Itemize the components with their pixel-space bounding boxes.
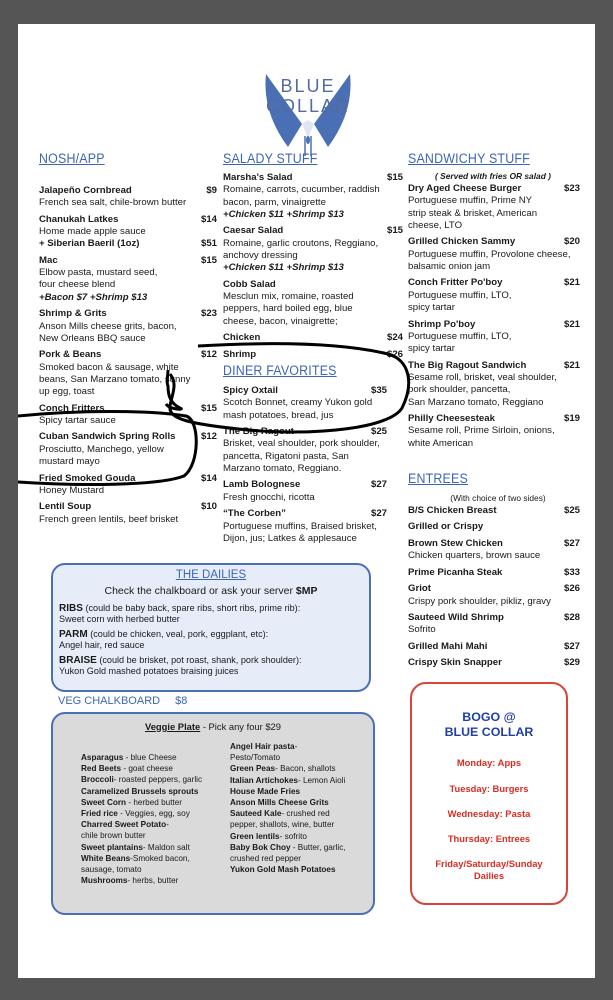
veg-item <box>81 763 231 774</box>
menu-item-row <box>39 214 217 226</box>
menu-item-name: Grilled Chicken Sammy <box>408 236 516 248</box>
nosh-list <box>39 185 217 530</box>
menu-item-name: B/S Chicken Breast <box>408 505 497 516</box>
veg-item-name: Anson Mills Cheese Grits <box>230 798 329 808</box>
menu-item-row <box>39 185 217 197</box>
menu-item-name: Shrimp <box>223 348 257 360</box>
veg-item-desc: sausage, tomato <box>81 865 142 875</box>
veg-item <box>230 797 370 808</box>
menu-item-desc: Prosciutto, Manchego, yellow <box>39 443 164 455</box>
menu-item-desc: Brisket, veal shoulder, pork shoulder, <box>223 438 380 450</box>
bogo-wednesday: Wednesday: Pasta <box>447 808 531 819</box>
bogo-title-1: BOGO @ <box>462 710 516 724</box>
menu-item-name: Cuban Sandwich Spring Rolls <box>39 431 176 443</box>
menu-item-desc: Portuguese muffin, LTO, <box>408 330 512 342</box>
menu-item-name: “The Corben” <box>223 508 286 520</box>
menu-item-price: $27 <box>370 508 387 520</box>
menu-item <box>408 538 580 563</box>
menu-item-price: $15 <box>386 172 403 183</box>
menu-item-name: Marsha's Salad <box>223 172 293 183</box>
menu-item-desc: Smoked bacon & sausage, white <box>39 361 179 373</box>
menu-item <box>408 567 580 579</box>
salady-title: SALADY STUFF <box>223 151 318 166</box>
menu-item-name: Shrimp & Grits <box>39 308 107 320</box>
menu-item-row <box>408 612 580 624</box>
menu-item-row <box>223 225 403 237</box>
sandwichy-title: SANDWICHY STUFF <box>408 151 530 166</box>
veg-item-desc: chile brown butter <box>81 831 146 841</box>
daily-item-desc: Angel hair, red sauce <box>59 640 145 651</box>
menu-item-addon-price: $51 <box>200 238 217 250</box>
daily-item-desc: Sweet corn with herbed butter <box>59 614 180 625</box>
menu-item-price: $14 <box>200 472 217 484</box>
menu-item-row <box>223 385 387 397</box>
menu-item-row <box>223 426 387 438</box>
menu-item <box>408 236 580 273</box>
menu-item <box>223 172 403 221</box>
bogo-weekend-dailies: Dailies <box>473 870 505 881</box>
menu-item-row <box>408 319 580 331</box>
menu-item-desc: Scotch Bonnet, creamy Yukon gold <box>223 397 373 409</box>
veg-item-name: Sauteed Kale <box>230 809 282 819</box>
menu-item-desc: Honey Mustard <box>39 484 105 496</box>
menu-item-name: Lentil Soup <box>39 501 92 513</box>
veg-item-desc: -Smoked bacon, <box>130 853 190 863</box>
veg-item <box>230 741 370 752</box>
veg-item <box>81 808 231 819</box>
veg-item-desc: - Maldon salt <box>142 842 190 852</box>
menu-item-name: Brown Stew Chicken <box>408 537 503 549</box>
veg-item <box>81 853 231 864</box>
menu-item <box>223 508 387 545</box>
daily-item <box>59 603 365 626</box>
veg-item <box>81 819 231 830</box>
veg-right-list <box>230 741 370 875</box>
veg-title-row <box>58 695 187 707</box>
veg-item-desc: - <box>166 820 169 830</box>
veg-item-desc: - blue Cheese <box>123 753 177 762</box>
menu-item-extra: +Chicken $11 +Shrimp $13 <box>223 208 344 220</box>
veg-item <box>230 831 370 842</box>
veg-item-name: Baby Bok Choy <box>230 842 291 852</box>
menu-item-row <box>223 279 403 291</box>
veg-item-desc: crushed red pepper <box>230 854 302 864</box>
menu-item-row <box>39 473 217 485</box>
menu-item-desc: Portuguese muffin, Prime NY <box>408 195 533 207</box>
veg-item <box>230 864 370 875</box>
menu-item-row <box>408 183 580 195</box>
daily-item-head <box>59 603 365 614</box>
menu-item-extra: +Chicken $11 +Shrimp $13 <box>223 262 344 274</box>
veg-item-name: Sweet plantains <box>81 842 143 852</box>
veg-item <box>81 797 231 808</box>
menu-item-row <box>408 567 580 579</box>
bogo-box <box>410 682 568 905</box>
menu-item <box>223 385 387 422</box>
menu-item-row <box>408 641 580 653</box>
menu-item-desc: beans, San Marzano tomato, sunny <box>39 373 191 385</box>
diner-title: DINER FAVORITES <box>223 363 337 378</box>
daily-item-paren: (could be brisket, pot roast, shank, pork shoulder): <box>99 654 302 665</box>
veg-item-name: Broccoli <box>81 775 114 785</box>
menu-item-desc: New Orleans BBQ sauce <box>39 332 146 344</box>
menu-item-name: Mac <box>39 254 58 266</box>
menu-item-extra: +Bacon $7 +Shrimp $13 <box>39 291 148 303</box>
menu-item-addon-name: + Siberian Baeril (1oz) <box>39 238 140 250</box>
menu-item-desc: Fresh gnocchi, ricotta <box>223 491 315 503</box>
menu-item-desc: Mesclun mix, romaine, roasted <box>223 291 354 303</box>
menu-item-price: $14 <box>200 213 217 225</box>
menu-item-desc: Romaine, carrots, cucumber, raddish <box>223 184 380 196</box>
menu-item-name: Caesar Salad <box>223 225 284 237</box>
menu-item-desc: spicy tartar <box>408 343 455 355</box>
menu-item-desc: Dijon, jus; Latkes & applesauce <box>223 532 357 544</box>
menu-item <box>408 413 580 450</box>
menu-item-desc: Crispy pork shoulder, pikliz, gravy <box>408 595 551 607</box>
menu-item-row <box>408 277 580 289</box>
menu-item-row <box>408 505 580 517</box>
veg-title: VEG CHALKBOARD <box>58 695 161 707</box>
menu-item-desc: up egg, toast <box>39 386 95 398</box>
menu-item-desc: pork shoulder, pancetta, <box>408 384 511 396</box>
menu-item-desc: Sofrito <box>408 624 436 636</box>
menu-item-name: Jalapeño Cornbread <box>39 185 132 196</box>
veg-item-desc: - Veggies, egg, soy <box>117 809 190 819</box>
menu-item-name: Prime Picanha Steak <box>408 566 503 578</box>
veg-item <box>81 786 231 797</box>
daily-item-name: BRAISE <box>59 654 97 666</box>
sandwichy-note: ( Served with fries OR salad ) <box>435 171 551 181</box>
logo-line-2: COLLAR <box>265 96 351 116</box>
veg-item-desc: Pesto/Tomato <box>230 753 281 763</box>
salady-list <box>223 172 403 365</box>
menu-item-desc: strip steak & brisket, American <box>408 207 538 219</box>
menu-item <box>39 431 217 468</box>
menu-item <box>408 360 580 409</box>
menu-item-desc: Anson Mills cheese grits, bacon, <box>39 320 177 332</box>
menu-item-name: Chicken <box>223 332 261 344</box>
menu-item <box>223 479 387 504</box>
menu-item-desc: San Marzano tomato, Reggiano <box>408 396 544 408</box>
entrees-list <box>408 505 580 674</box>
menu-item-desc: Chicken quarters, brown sauce <box>408 550 541 562</box>
menu-item-price: $9 <box>206 185 217 196</box>
menu-item <box>39 473 217 498</box>
veg-item-desc: - roasted peppers, garlic <box>113 775 203 785</box>
menu-item-name: Spicy Oxtail <box>223 385 278 396</box>
veg-item-name: Green lentils <box>230 831 280 841</box>
menu-item-price: $21 <box>563 318 580 330</box>
veg-item <box>230 808 370 819</box>
bogo-title-2: BLUE COLLAR <box>444 725 534 739</box>
daily-item-head <box>59 629 365 640</box>
menu-item-desc: French sea salt, chile-brown butter <box>39 197 187 209</box>
veg-plate-title: Veggie Plate <box>144 721 201 732</box>
menu-item-row <box>408 360 580 372</box>
menu-item-price: $20 <box>563 236 580 248</box>
veg-item <box>230 819 370 830</box>
menu-item-price: $25 <box>370 426 387 438</box>
daily-item-paren: (could be chicken, veal, pork, eggplant, etc): <box>90 628 269 639</box>
menu-item-name: Sauteed Wild Shrimp <box>408 612 504 624</box>
menu-item <box>223 332 403 344</box>
menu-item-name: Chanukah Latkes <box>39 213 119 225</box>
menu-item-price: $26 <box>386 348 403 360</box>
daily-item-paren: (could be baby back, spare ribs, short ribs, prime rib): <box>85 603 301 613</box>
menu-item-desc: Elbow pasta, mustard seed, <box>39 267 158 279</box>
menu-item-desc: mustard mayo <box>39 456 100 468</box>
menu-item-row <box>408 413 580 425</box>
daily-item <box>59 629 365 652</box>
menu-item-name: The Big Ragout Sandwich <box>408 359 527 371</box>
menu-item-price: $27 <box>563 640 580 652</box>
menu-item-name: Lamb Bolognese <box>223 479 301 491</box>
diner-list <box>223 385 387 549</box>
veg-plate-row <box>53 721 373 732</box>
menu-item-price: $25 <box>563 505 580 516</box>
veg-item-name: Red Beets <box>81 764 122 774</box>
menu-item <box>408 521 580 533</box>
menu-item-desc: Sesame roll, brisket, veal shoulder, <box>408 371 557 383</box>
menu-item-desc: Portuguese muffin, LTO, <box>408 289 512 301</box>
menu-item <box>408 183 580 232</box>
veg-item <box>81 830 231 841</box>
veg-item-desc: - sofrito <box>279 831 307 841</box>
menu-item-row <box>39 349 217 361</box>
menu-item <box>408 583 580 608</box>
veg-item <box>230 853 370 864</box>
bogo-thursday: Thursday: Entrees <box>447 833 531 844</box>
menu-item-row <box>223 349 403 361</box>
entrees-note: (With choice of two sides) <box>450 493 546 503</box>
menu-item-price: $10 <box>200 501 217 513</box>
veg-item-name: Asparagus <box>81 753 124 762</box>
menu-item-row <box>408 521 580 533</box>
menu-item-row <box>408 657 580 669</box>
veg-item <box>230 786 370 797</box>
menu-item-desc: French green lentils, beef brisket <box>39 513 179 525</box>
dailies-title: THE DAILIES <box>175 569 247 581</box>
veg-item-name: Italian Artichokes <box>230 775 298 785</box>
menu-item-name: Grilled or Crispy <box>408 521 484 533</box>
menu-item <box>39 501 217 526</box>
veg-item <box>230 775 370 786</box>
menu-item-desc: cheese, bacon, vinaigrette; <box>223 315 338 327</box>
menu-item <box>39 403 217 428</box>
menu-page <box>18 24 595 978</box>
menu-item-addon-row <box>39 238 217 250</box>
menu-item-name: Philly Cheesesteak <box>408 412 495 424</box>
bogo-weekend: Friday/Saturday/Sunday <box>435 858 543 869</box>
veg-item-desc: - herbed butter <box>126 797 183 807</box>
menu-item-desc: anchovy dressing <box>223 249 298 261</box>
logo <box>258 52 358 164</box>
veg-item-desc: pepper, shallots, wine, butter <box>230 820 335 830</box>
menu-item-desc: peppers, hard boiled egg, blue <box>223 303 353 315</box>
menu-item <box>408 319 580 356</box>
menu-item-row <box>39 308 217 320</box>
menu-item-name: Cobb Salad <box>223 278 276 290</box>
menu-item-price: $19 <box>563 412 580 424</box>
veg-item <box>230 763 370 774</box>
menu-item-name: Shrimp Po'boy <box>408 318 476 330</box>
daily-item-name: PARM <box>59 628 88 640</box>
menu-item-desc: mash potatoes, bread, jus <box>223 409 334 421</box>
veg-left-list <box>81 752 231 886</box>
menu-item <box>408 641 580 653</box>
menu-item-name: Dry Aged Cheese Burger <box>408 183 522 194</box>
entrees-title: ENTREES <box>408 471 468 486</box>
veg-item-name: House Made Fries <box>230 786 301 796</box>
veg-item <box>81 842 231 853</box>
dailies-box <box>51 563 371 692</box>
dailies-subtitle-row <box>53 585 369 597</box>
menu-item-desc: Marzano tomato, Reggiano. <box>223 462 342 474</box>
menu-item-row <box>223 172 403 184</box>
veg-item-desc: - herbs, butter <box>127 876 179 886</box>
menu-item-name: Fried Smoked Gouda <box>39 472 136 484</box>
veg-item <box>81 774 231 785</box>
menu-item-name: The Big Ragout <box>223 426 294 438</box>
veg-item-desc: - Lemon Aioli <box>297 775 346 785</box>
veg-item-desc: - <box>294 742 298 751</box>
menu-item-price: $23 <box>200 308 217 320</box>
veg-item-name: Yukon Gold Mash Potatoes <box>230 865 336 875</box>
veg-item <box>81 752 231 763</box>
menu-item-desc: white American <box>408 437 474 449</box>
veg-plate-note: - Pick any four $29 <box>200 721 281 732</box>
veg-item <box>230 752 370 763</box>
menu-item-price: $33 <box>563 566 580 578</box>
menu-item-row <box>408 583 580 595</box>
daily-item <box>59 655 365 678</box>
daily-item-head <box>59 655 365 666</box>
menu-item-price: $35 <box>370 385 387 396</box>
menu-item <box>39 185 217 210</box>
menu-item <box>408 612 580 637</box>
menu-item-desc: Portuguese muffin, Provolone cheese, <box>408 248 571 260</box>
menu-item-price: $15 <box>200 402 217 414</box>
menu-item <box>223 426 387 475</box>
veg-item-name: Fried rice <box>81 809 118 819</box>
bogo-tuesday: Tuesday: Burgers <box>449 783 529 794</box>
menu-item-desc: pancetta, Rigatoni pasta, San <box>223 450 349 462</box>
dailies-subtitle: Check the chalkboard or ask your server <box>104 585 293 597</box>
menu-item <box>39 214 217 251</box>
menu-item-desc: spicy tartar <box>408 302 455 314</box>
menu-item-name: Griot <box>408 583 431 595</box>
menu-item-price: $21 <box>563 277 580 289</box>
menu-item <box>408 657 580 669</box>
menu-item-row <box>39 403 217 415</box>
menu-item-price: $12 <box>200 431 217 443</box>
menu-item-name: Conch Fritter Po'boy <box>408 277 503 289</box>
veg-item <box>81 875 231 886</box>
bogo-monday: Monday: Apps <box>456 757 522 768</box>
menu-item-desc: balsamic onion jam <box>408 260 491 272</box>
menu-item-desc: Portuguese muffins, Braised brisket, <box>223 520 377 532</box>
menu-item-row <box>39 255 217 267</box>
menu-item <box>223 279 403 328</box>
menu-item-price: $27 <box>563 537 580 549</box>
veg-item-desc: - Butter, garlic, <box>290 842 346 852</box>
menu-item-price: $12 <box>200 349 217 361</box>
veg-box <box>51 712 375 915</box>
menu-item-desc: Home made apple sauce <box>39 226 146 238</box>
menu-item-row <box>39 431 217 443</box>
nosh-title: NOSH/APP <box>39 151 105 166</box>
menu-item-price: $15 <box>386 225 403 237</box>
menu-item-row <box>223 332 403 344</box>
veg-item-name: Sweet Corn <box>81 797 127 807</box>
menu-item <box>408 505 580 517</box>
menu-item <box>39 255 217 304</box>
menu-item-price: $23 <box>563 183 580 194</box>
veg-item-name: Caramelized Brussels sprouts <box>81 786 199 796</box>
menu-item-name: Crispy Skin Snapper <box>408 657 502 669</box>
veg-item-name: Mushrooms <box>81 876 128 886</box>
veg-item-desc: - goat cheese <box>121 764 173 774</box>
menu-item-price: $24 <box>386 332 403 344</box>
veg-item <box>81 864 231 875</box>
menu-item <box>408 277 580 314</box>
menu-item-name: Grilled Mahi Mahi <box>408 640 488 652</box>
menu-item-desc: Sesame roll, Prime Sirloin, onions, <box>408 425 555 437</box>
menu-item-price: $27 <box>370 479 387 491</box>
menu-item-name: Conch Fritters <box>39 402 105 414</box>
menu-item-desc: bacon, parm, vinaigrette <box>223 196 326 208</box>
menu-item-desc: cheese, LTO <box>408 219 463 231</box>
veg-item-name: Charred Sweet Potato <box>81 820 167 830</box>
dailies-list <box>59 603 365 680</box>
menu-item-price: $28 <box>563 612 580 624</box>
menu-item-desc: four cheese blend <box>39 279 116 291</box>
veg-price: $8 <box>175 695 188 707</box>
veg-item <box>230 842 370 853</box>
menu-item-price: $15 <box>200 254 217 266</box>
daily-item-name: RIBS <box>59 603 83 614</box>
menu-item-row <box>408 236 580 248</box>
sandwichy-list <box>408 183 580 454</box>
menu-item-name: Pork & Beans <box>39 349 102 361</box>
menu-item-desc: Spicy tartar sauce <box>39 414 116 426</box>
menu-item <box>39 349 217 398</box>
menu-item-price: $26 <box>563 583 580 595</box>
menu-item-row <box>223 479 387 491</box>
daily-item-desc: Yukon Gold mashed potatoes braising juices <box>59 666 239 677</box>
veg-item-name: Green Peas <box>230 764 276 774</box>
menu-item-row <box>223 508 387 520</box>
menu-item-row <box>39 501 217 513</box>
veg-item-name: White Beans <box>81 853 131 863</box>
menu-item <box>39 308 217 345</box>
menu-item <box>223 225 403 274</box>
menu-item-desc: Romaine, garlic croutons, Reggiano, <box>223 237 379 249</box>
veg-item-desc: - Bacon, shallots <box>275 764 336 774</box>
veg-item-desc: - crushed red <box>281 809 330 819</box>
menu-item-price: $29 <box>563 657 580 669</box>
menu-item <box>223 349 403 361</box>
logo-line-1: BLUE <box>280 76 336 96</box>
dailies-mp: $MP <box>295 585 318 597</box>
menu-item-row <box>408 538 580 550</box>
menu-item-price: $21 <box>563 359 580 371</box>
veg-item-name: Angel Hair pasta <box>230 742 295 751</box>
